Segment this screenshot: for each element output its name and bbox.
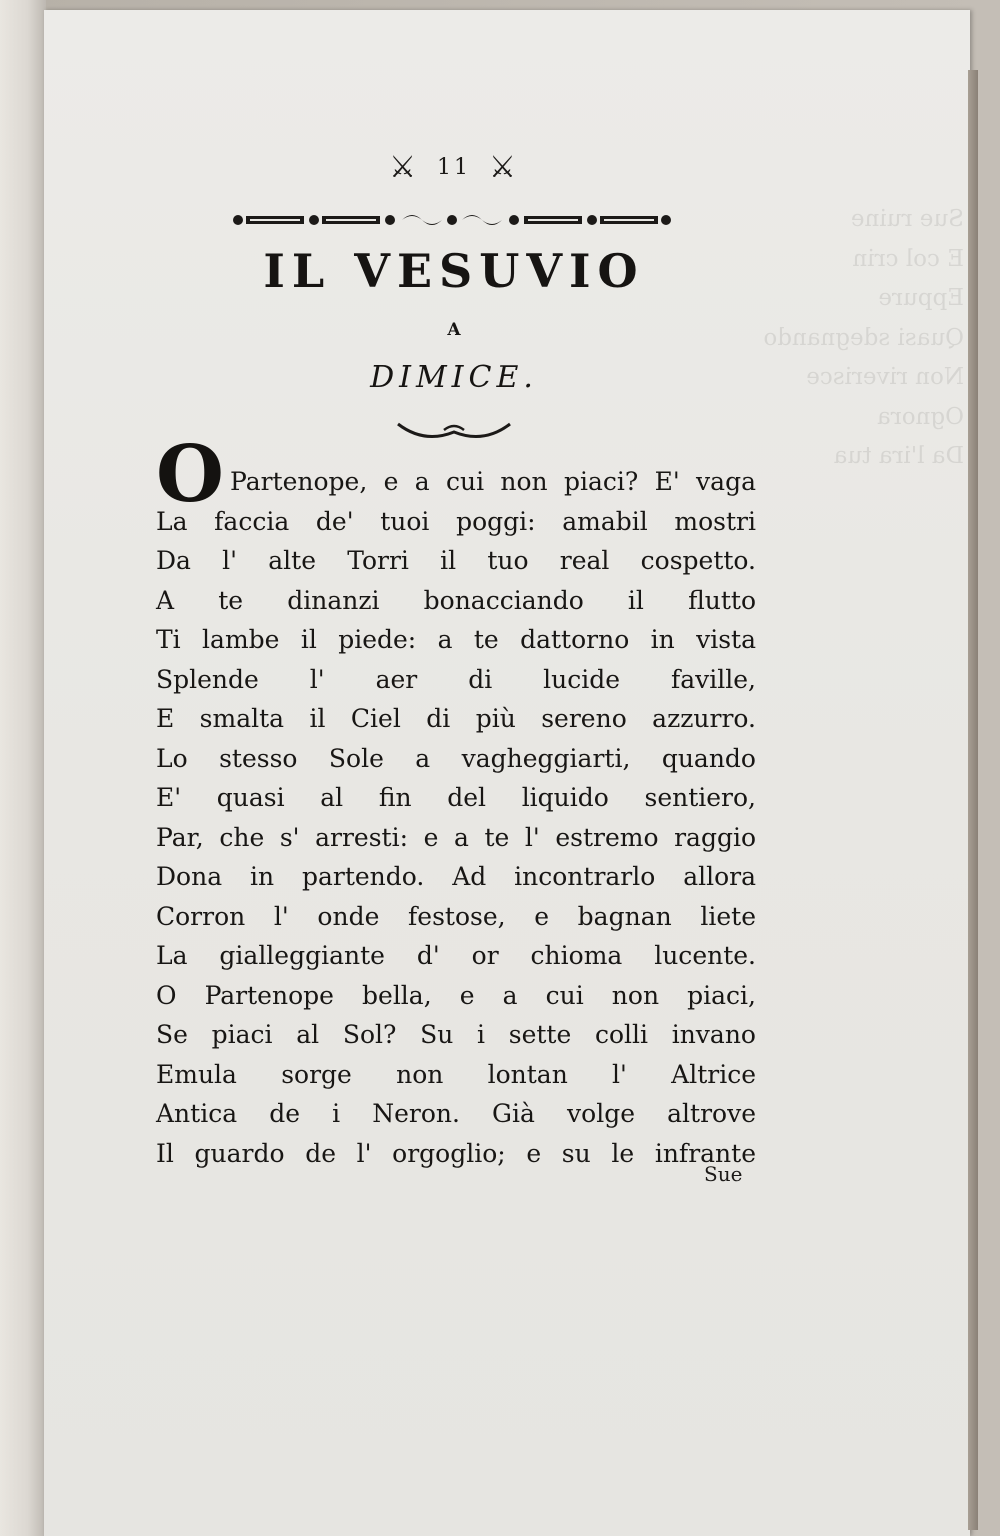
verse-line: Partenope, e a cui non piaci? E' vaga — [230, 467, 756, 496]
verse-line: Corron l' onde festose, e bagnan liete — [156, 901, 756, 931]
page-number: 11 — [437, 155, 471, 180]
book-page — [44, 10, 970, 1536]
verse-line: Il guardo de l' orgoglio; e su le infrante — [156, 1138, 756, 1168]
verse-line: E smalta il Ciel di più sereno azzurro. — [156, 704, 756, 733]
drop-cap: O — [156, 429, 224, 520]
adjacent-page-edge — [0, 0, 46, 1536]
brace-ornament-icon — [394, 418, 514, 446]
verse-line: Antica de i Neron. Già volge altrove — [156, 1099, 756, 1128]
catchword: Sue — [704, 1162, 743, 1186]
bleed-through-text: Sue ruine E col crin Eppure Quasi sdegnando Non riverisce Ognora Da l'ira tua — [763, 206, 964, 469]
dedication-preposition: A — [447, 320, 461, 340]
verse-line: Ti lambe il piede: a te dattorno in vista — [156, 625, 756, 654]
decorative-rule-icon — [232, 210, 672, 230]
verse-line: A te dinanzi bonacciando il flutto — [156, 585, 756, 615]
verse-line: E' quasi al fin del liquido sentiero, — [156, 783, 756, 812]
verse-line: Splende l' aer di lucide faville, — [156, 664, 756, 694]
page-header — [44, 150, 864, 185]
fleuron-right-icon: ⚔ — [489, 150, 519, 185]
verse-line: La gialleggiante d' or chioma lucente. — [156, 941, 756, 970]
verse-line: Da l' alte Torri il tuo real cospetto. — [156, 546, 756, 575]
fleuron-left-icon: ⚔ — [389, 150, 419, 185]
verse-line: O Partenope bella, e a cui non piaci, — [156, 980, 756, 1010]
verse-line: Dona in partendo. Ad incontrarlo allora — [156, 862, 756, 891]
poem-title: IL VESUVIO — [263, 244, 645, 298]
verse-line: Emula sorge non lontan l' Altrice — [156, 1059, 756, 1089]
verse-line: La faccia de' tuoi poggi: amabil mostri — [156, 506, 756, 536]
poem-verses — [156, 462, 756, 1173]
verse-line: Lo stesso Sole a vagheggiarti, quando — [156, 743, 756, 773]
verse-line: Se piaci al Sol? Su i sette colli invano — [156, 1020, 756, 1049]
dedicatee-name: DIMICE. — [370, 360, 538, 395]
verse-line: Par, che s' arresti: e a te l' estremo raggio — [156, 822, 756, 852]
